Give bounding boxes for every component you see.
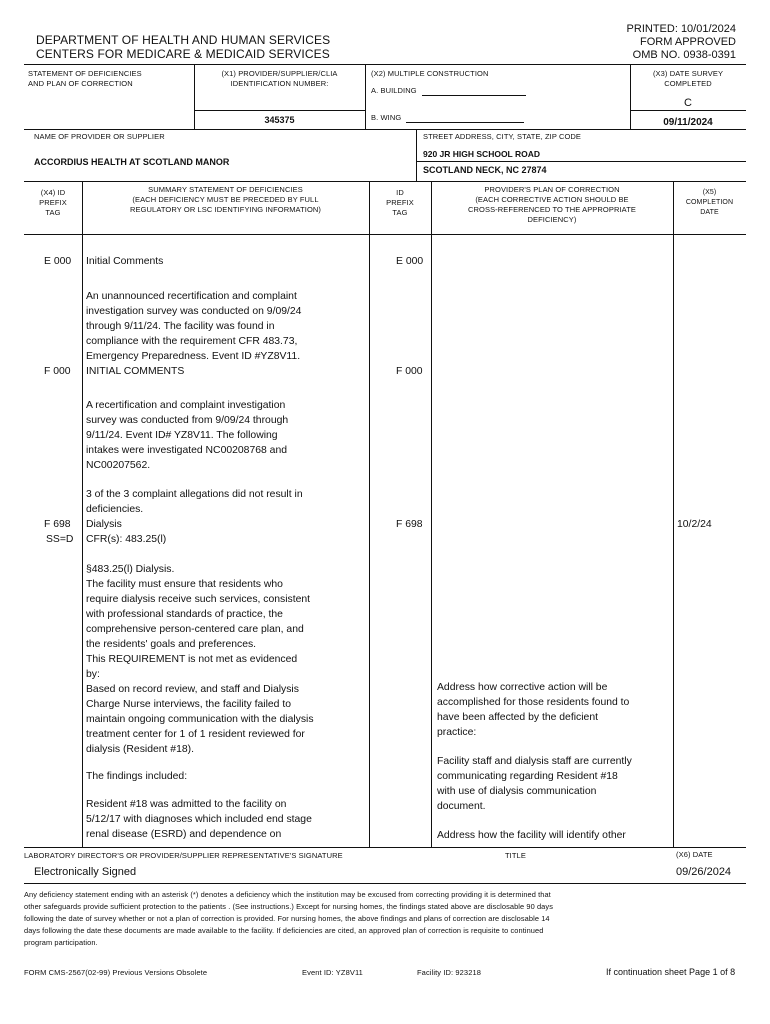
summary-header: SUMMARY STATEMENT OF DEFICIENCIES (EACH DEFICIENCY MUST BE PRECEDED BY FULL REGULATORY OR LSC IDENTIFYING INFORMATION): [129, 185, 322, 214]
printed-block: [627, 23, 736, 62]
provider-number: 345375: [264, 115, 295, 125]
omb-number: OMB NO. 0938-0391: [632, 49, 736, 61]
x1-label: (X1) PROVIDER/SUPPLIER/CLIA IDENTIFICATION NUMBER:: [221, 69, 338, 88]
plan-header: PROVIDER'S PLAN OF CORRECTION (EACH CORRECTIVE ACTION SHOULD BE CROSS-REFERENCED TO THE APPROPRIATE DEFICIENCY): [468, 185, 636, 224]
f698-findings: The findings included:: [86, 771, 188, 782]
date-label: (X6) DATE: [676, 850, 713, 859]
f698-resident: Resident #18 was admitted to the facility on 5/12/17 with diagnoses which included end stage renal disease (ESRD) and dependence on: [86, 799, 312, 840]
f000-text-2: 3 of the 3 complaint allegations did not result in deficiencies.: [86, 489, 303, 515]
f698-cfr: CFR(s): 483.25(l): [86, 534, 167, 545]
plan-text-2: Facility staff and dialysis staff are currently communicating regarding Resident #18 with use of dialysis communication document.: [437, 756, 632, 812]
form-approved: FORM APPROVED: [640, 36, 736, 48]
f000-id: F 000: [396, 366, 423, 377]
wing-blank: [406, 122, 524, 123]
wing-label: B. WING: [371, 113, 402, 122]
f000-text: A recertification and complaint investigation survey was conducted from 9/09/24 through 9/11/24. Event ID# YZ8V11. The following intakes were investigated NC00208768 and NC00207562.: [86, 400, 289, 471]
f698-completion-date: 10/2/24: [677, 519, 712, 530]
form-number: FORM CMS-2567(02-99) Previous Versions Obsolete: [24, 968, 208, 977]
statement-label: STATEMENT OF DEFICIENCIES AND PLAN OF CORRECTION: [28, 69, 142, 88]
city-state-zip: SCOTLAND NECK, NC 27874: [423, 165, 547, 175]
id-header: ID PREFIX TAG: [386, 188, 414, 217]
event-id: Event ID: YZ8V11: [302, 968, 363, 977]
dept-line-1: DEPARTMENT OF HEALTH AND HUMAN SERVICES: [36, 33, 331, 47]
provider-name: ACCORDIUS HEALTH AT SCOTLAND MANOR: [34, 157, 230, 167]
x3-label: (X3) DATE SURVEY COMPLETED: [652, 69, 724, 88]
x5-header: (X5) COMPLETION DATE: [685, 189, 734, 216]
x4-header: (X4) ID PREFIX TAG: [39, 188, 67, 217]
plan-text-3: Address how the facility will identify other: [437, 830, 626, 841]
signature-date: 09/26/2024: [676, 866, 732, 878]
wing-field: [371, 113, 524, 123]
street-address: 920 JR HIGH SCHOOL ROAD: [423, 149, 540, 159]
printed-date: PRINTED: 10/01/2024: [626, 23, 736, 35]
provider-name-label: NAME OF PROVIDER OR SUPPLIER: [34, 132, 165, 141]
f698-id: F 698: [396, 519, 423, 530]
plan-text-1: Address how corrective action will be accomplished for those residents found to have been affected by the deficient practice:: [437, 682, 630, 738]
f000-title: INITIAL COMMENTS: [86, 366, 185, 377]
disclaimer: Any deficiency statement ending with an asterisk (*) denotes a deficiency which the institution may be excused from correcting providing it is determined that other safeguards provide sufficient protection to the patients . (See instructions.) Except for nursing homes, the findings stated above are disclosable 90 days following the date of survey whether or not a plan of correction is provided. For nursing homes, the above findings and plans of correction are disclosable 14 days following the date these documents are made available to the facility. If deficiencies are cited, an approved plan of correction is requisite to continued program participation.: [24, 890, 553, 947]
building-label: A. BUILDING: [371, 86, 417, 95]
e000-id: E 000: [396, 256, 424, 267]
f698-title: Dialysis: [86, 519, 122, 530]
f698-scope: SS=D: [46, 534, 74, 545]
f698-tag: F 698: [44, 519, 71, 530]
signature-value: Electronically Signed: [34, 866, 137, 878]
title-label: TITLE: [505, 851, 526, 860]
f698-text: §483.25(l) Dialysis. The facility must ensure that residents who require dialysis receive such services, consistent with professional standards of practice, the comprehensive person-centered care plan, and the residents' goals and preferences. This REQUIREMENT is not met as evidenced by: Based on record review, and staff and Dialysis Charge Nurse interviews, the facility failed to maintain ongoing communication with the dialysis treatment center for 1 of 1 resident reviewed for dialysis (Resident #18).: [86, 564, 314, 755]
e000-title: Initial Comments: [86, 256, 164, 267]
e000-text: An unannounced recertification and complaint investigation survey was conducted on 9/09/24 through 9/11/24. The facility was found in compliance with the requirement CFR 483.73, Emergency Preparedness. Event ID #YZ8V11.: [86, 291, 302, 362]
survey-code: C: [684, 97, 692, 109]
department-header: [36, 33, 330, 61]
page-number: If continuation sheet Page 1 of 8: [606, 967, 736, 977]
dept-line-2: CENTERS FOR MEDICARE & MEDICAID SERVICES: [36, 47, 330, 61]
x2-label: (X2) MULTIPLE CONSTRUCTION: [371, 69, 489, 78]
signature-label: LABORATORY DIRECTOR'S OR PROVIDER/SUPPLIER REPRESENTATIVE'S SIGNATURE: [24, 851, 343, 860]
e000-tag: E 000: [44, 256, 72, 267]
building-blank: [422, 95, 526, 96]
address-label: STREET ADDRESS, CITY, STATE, ZIP CODE: [423, 132, 582, 141]
facility-id: Facility ID: 923218: [417, 968, 482, 977]
building-field: [371, 86, 526, 96]
survey-date: 09/11/2024: [663, 117, 713, 128]
f000-tag: F 000: [44, 366, 71, 377]
